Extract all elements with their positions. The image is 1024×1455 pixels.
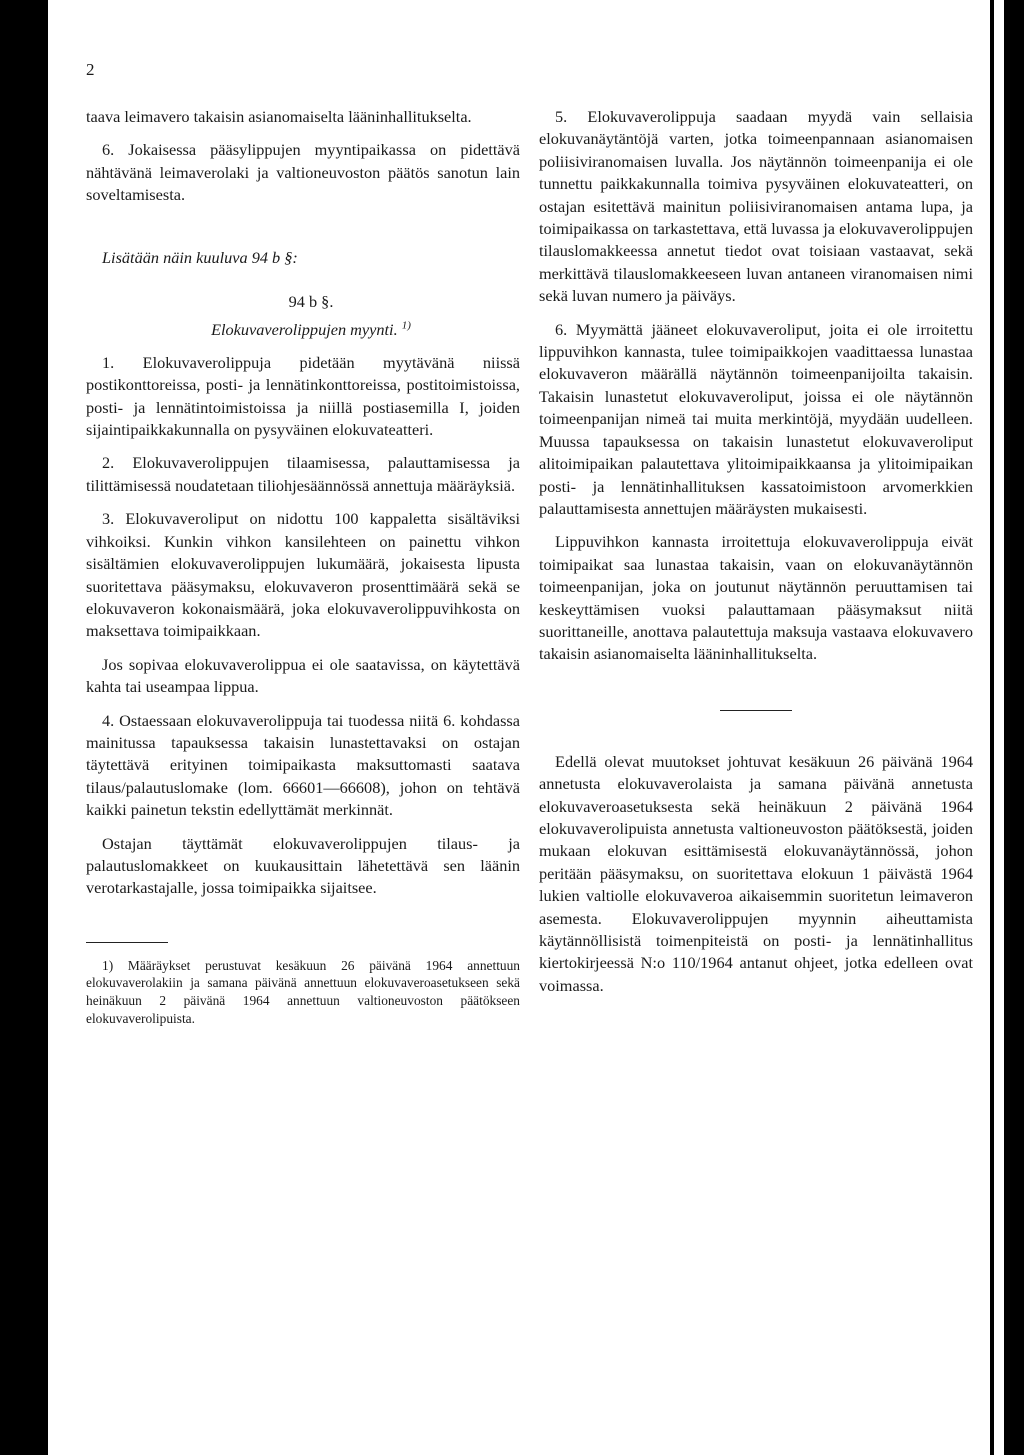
left-column	[86, 106, 520, 1027]
closing-note: Edellä olevat muutokset johtuvat kesäkuun 26 päivänä 1964 annetusta elokuvaverolaista ja samana päivänä annetusta elokuvaveroasetuksesta sekä heinäkuun 2 päivänä 1964 elokuvaverolipuista annetusta valtioneuvoston päätöksestä, joiden mukaan elokuvan esittämisestä elokuvanäytännössä, johon peritään pääsymaksu, on suoritettava elokuun 1 päivästä 1964 lukien valtiolle elokuvaveroa aikaisemmin suoritetun leimaveron asemesta. Elokuvaverolippujen myynnin aiheuttamista käytännöllisistä toimenpiteistä on posti- ja lennätinhallitus kiertokirjeessä N:o 110/1964 antanut ohjeet, jotka edelleen ovat voimassa.	[539, 751, 973, 995]
paragraph-item-3: 3. Elokuvaveroliput on nidottu 100 kappaletta sisältäviksi vihkoiksi. Kunkin vihkon kansilehteen on painettu vihkon sisältämien elokuvaverolippujen lukumäärä, jokaisesta lipusta suoritettava pääsymaksu, elokuvaveron prosenttimäärä sekä se elokuvaveron kokonaismäärä, joka elokuvaverolippuvihkosta on maksettava toimipaikkaan.	[86, 509, 520, 641]
insert-note: Lisätään näin kuuluva 94 b §:	[102, 247, 298, 267]
paragraph-item-4b: Ostajan täyttämät elokuvaverolippujen tilaus- ja palautuslomakkeet on kuukausittain lähetettävä sen läänin verotarkastajalle, jossa toimipaikka sijaitsee.	[86, 833, 520, 898]
section-title-text: Elokuvaverolippujen myynti.	[211, 320, 398, 340]
footnote: 1) Määräykset perustuvat kesäkuun 26 päivänä 1964 annettuun elokuvaverolakiin ja samana päivänä annettuun elokuvaveroasetukseen sekä heinäkuun 2 päivänä 1964 annettuun valtioneuvoston päätökseen elokuvaverolipuista.	[86, 957, 520, 1026]
section-divider	[720, 710, 792, 711]
page-number: 2	[86, 60, 95, 79]
paragraph-item-1: 1. Elokuvaverolippuja pidetään myytävänä niissä postikonttoreissa, posti- ja lennätinkonttoreissa, postitoimistoissa, posti- ja lennätintoimistoissa ja niillä postiasemilla I, joiden sijaintipaikkakunnalla on pysyväinen elokuvateatteri.	[86, 352, 520, 440]
paragraph-continuation: taava leimavero takaisin asianomaiselta lääninhallitukselta.	[86, 107, 472, 126]
section-title	[86, 319, 520, 341]
right-column	[539, 106, 973, 1008]
section-number: 94 b §.	[288, 292, 334, 312]
scan-border-right-gap	[994, 0, 1004, 1455]
paragraph-item-5: 5. Elokuvaverolippuja saadaan myydä vain sellaisia elokuvanäytäntöjä varten, jotka toimeenpannaan asianomaisen poliisiviranomaisen luvalla. Jos näytännön toimeenpanija ei ole tunnettu paikkakunnalla toimiva pysyväinen elokuvateatteri, on ostajan esitettävä mainitun poliisiviranomaisen antama lupa, ja toimipaikassa on tarkastettava, että luvassa ja elokuvaverolippujen tilauslomakkeessa annetut tiedot ovat toisiaan vastaavat, sekä merkittävä tilauslomakkeeseen luvan antaneen viranomaisen nimi sekä luvan numero ja päiväys.	[539, 107, 973, 306]
paragraph-item-6b: Lippuvihkon kannasta irroitettuja elokuvaverolippuja eivät toimipaikat saa lunastaa takaisin, vaan on elokuvanäytännön toimeenpanijan, joka on joutunut näytännön peruuttamisen tai keskeyttämisen vuoksi palauttamaan pääsymaksut niitä suorittaneille, anottava palautettuja maksuja vastaava elokuvavero takaisin asianomaiselta lääninhallitukselta.	[539, 532, 973, 664]
paragraph-item-4: 4. Ostaessaan elokuvaverolippuja tai tuodessa niitä 6. kohdassa mainitussa tapauksessa takaisin lunastettavaksi on ostajan täytettävä erityinen toimipaikasta maksuttomasti saatava tilaus/palautuslomake (lom. 66601—66608), johon on tehtävä kaikki painetun tekstin edellyttämät merkinnät.	[86, 710, 520, 820]
paragraph-item-6-right: 6. Myymättä jääneet elokuvaveroliput, joita ei ole irroitettu lippuvihkon kannasta, tulee toimipaikkojen vaadittaessa lunastaa elokuvaveron määrällä näytännön toimeenpanijoilta takaisin. Takaisin lunastetut elokuvaveroliput, joissa ei ole näytännön toimeenpanijan nimeä tai muita merkintöjä, myydään uudelleen. Muussa tapauksessa on takaisin lunastetut elokuvaveroliput alitoimipaikan palautettava ylitoimipaikkaansa ja ylitoimipaikan posti- ja lennätinhallituksen kassatoimistoon arvomerkkien palauttamisesta annettujen määräysten mukaisesti.	[539, 319, 973, 518]
paragraph-item-3b: Jos sopivaa elokuvaverolippua ei ole saatavissa, on käytettävä kahta tai useampaa lippua.	[86, 654, 520, 697]
paragraph-item-2: 2. Elokuvaverolippujen tilaamisessa, palauttamisessa ja tilittämisessä noudatetaan tiliohjesäännössä annettuja määräyksiä.	[86, 453, 520, 495]
footnote-divider	[86, 942, 168, 943]
scan-border-left	[0, 0, 48, 1455]
paragraph-item-6: 6. Jokaisessa pääsylippujen myyntipaikassa on pidettävä nähtävänä leimaverolaki ja valtioneuvoston päätös sanotun lain soveltamisesta.	[86, 140, 520, 205]
footnote-mark: 1)	[401, 320, 411, 333]
